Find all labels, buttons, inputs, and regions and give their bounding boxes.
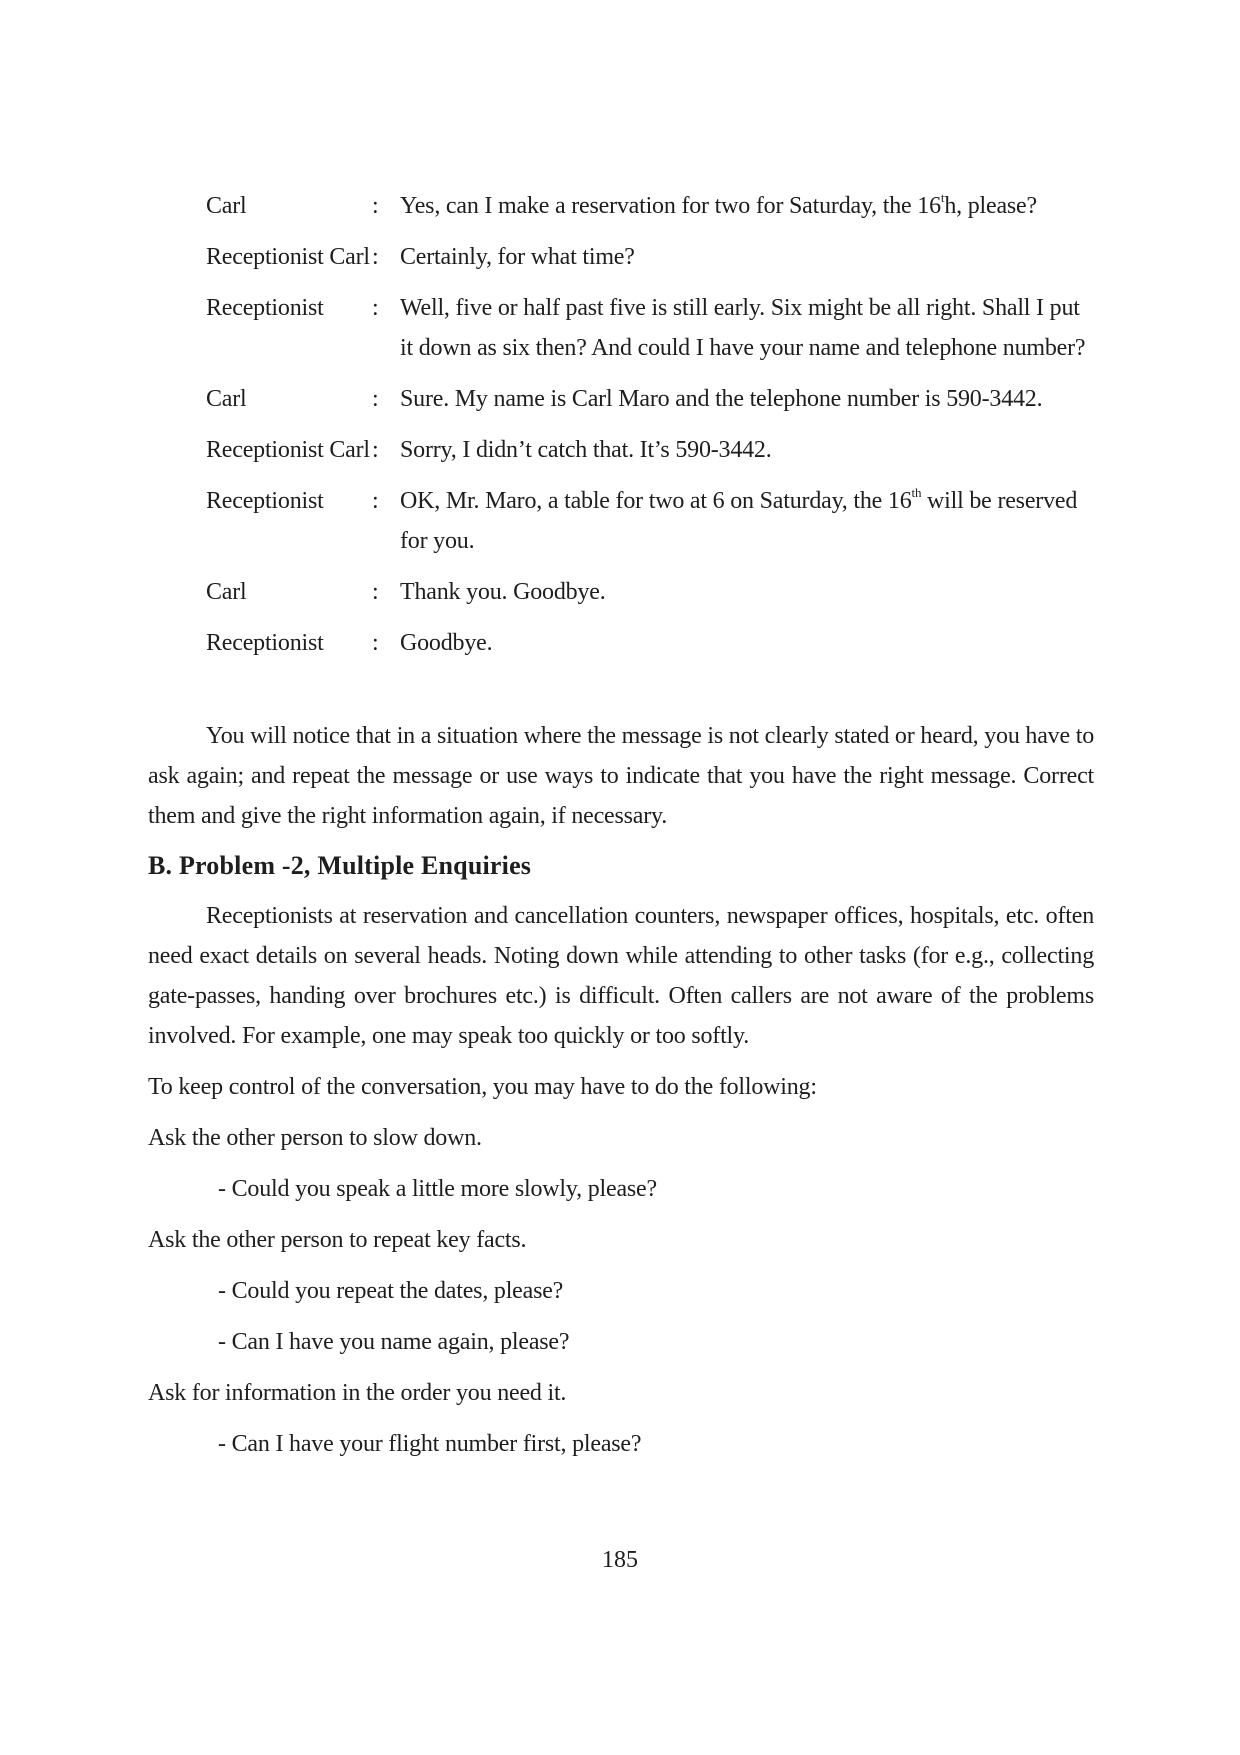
body-text <box>148 716 1094 1464</box>
dialogue-row <box>148 186 1098 226</box>
dialogue-line: Goodbye. <box>400 630 493 656</box>
colon-separator: : <box>372 295 379 321</box>
dialogue-row <box>148 572 1098 612</box>
dialogue-table <box>148 186 1098 674</box>
dialogue-line: Sorry, I didn’t catch that. It’s 590-3442. <box>400 437 772 463</box>
speaker-name: Carl <box>206 579 247 605</box>
colon-separator: : <box>372 579 379 605</box>
dialogue-line: Certainly, for what time? <box>400 244 635 270</box>
colon-separator: : <box>372 488 379 514</box>
dialogue-line: OK, Mr. Maro, a table for two at 6 on Saturday, the 16th will be reserved for you. <box>400 485 1078 554</box>
dialogue-line: Sure. My name is Carl Maro and the telephone number is 590-3442. <box>400 386 1043 412</box>
dialogue-row <box>148 481 1098 561</box>
speaker-name: Carl <box>206 386 247 412</box>
dialogue-row <box>148 623 1098 663</box>
tip-example: - Could you repeat the dates, please? <box>218 1278 564 1304</box>
section-heading: B. Problem -2, Multiple Enquiries <box>148 851 532 880</box>
tip-example: - Can I have you name again, please? <box>218 1329 570 1355</box>
dialogue-row <box>148 430 1098 470</box>
speaker-name: Receptionist Carl <box>206 244 370 270</box>
colon-separator: : <box>372 386 379 412</box>
colon-separator: : <box>372 244 379 270</box>
tip-example: - Could you speak a little more slowly, please? <box>218 1176 657 1202</box>
dialogue-line: Yes, can I make a reservation for two for Saturday, the 16$^t$h, please? <box>400 190 1037 219</box>
tip-instruction: Ask the other person to slow down. <box>148 1125 482 1151</box>
dialogue-line: Thank you. Goodbye. <box>400 579 606 605</box>
receptionists-paragraph: Receptionists at reservation and cancellation counters, newspaper offices, hospitals, etc. often need exact details on several heads. Noting down while attending to other tasks (for e.g., collecting gate-passes, handing over brochures etc.) is difficult. Often callers are not aware of the problems involved. For example, one may speak too quickly or too softly. <box>148 903 1094 1049</box>
speaker-name: Receptionist Carl <box>206 437 370 463</box>
dialogue-row <box>148 379 1098 419</box>
dialogue-row <box>148 237 1098 277</box>
tip-instruction: Ask the other person to repeat key facts. <box>148 1227 527 1253</box>
speaker-name: Receptionist <box>206 488 324 514</box>
speaker-name: Receptionist <box>206 630 324 656</box>
tip-example: - Can I have your flight number first, please? <box>218 1431 642 1457</box>
control-intro: To keep control of the conversation, you may have to do the following: <box>148 1074 817 1100</box>
colon-separator: : <box>372 437 379 463</box>
dialogue-line: Well, five or half past five is still early. Six might be all right. Shall I put it down as six then? And could I have your name and telephone number? <box>400 295 1086 361</box>
page-number: 185 <box>602 1547 638 1573</box>
dialogue-row <box>148 288 1098 368</box>
speaker-name: Carl <box>206 193 247 219</box>
notice-paragraph: You will notice that in a situation where the message is not clearly stated or heard, you have to ask again; and repeat the message or use ways to indicate that you have the right message. Correct them and give the right information again, if necessary. <box>148 723 1094 829</box>
speaker-name: Receptionist <box>206 295 324 321</box>
colon-separator: : <box>372 193 379 219</box>
colon-separator: : <box>372 630 379 656</box>
tip-instruction: Ask for information in the order you need it. <box>148 1380 567 1406</box>
